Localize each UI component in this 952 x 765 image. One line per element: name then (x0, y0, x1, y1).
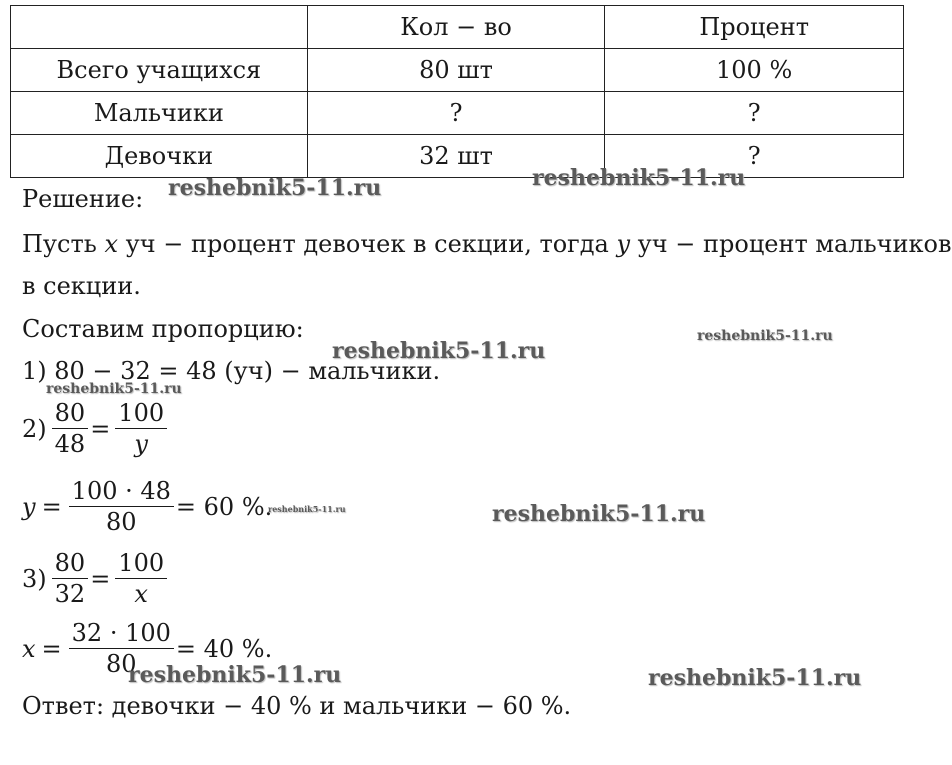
fraction-numerator: 32 · 100 (71, 619, 171, 647)
fraction-denominator: 80 (69, 506, 174, 537)
data-table (10, 5, 904, 178)
watermark: reshebnik5-11.ru (268, 504, 346, 514)
table-cell: 100 % (605, 49, 904, 92)
table-cell: ? (307, 92, 605, 135)
table-cell: Всего учащихся (11, 49, 308, 92)
fraction-80-32 (52, 548, 89, 609)
watermark: reshebnik5-11.ru (128, 662, 342, 688)
fraction-denominator: 80 (69, 648, 174, 679)
y-result: = 60 %. (175, 492, 273, 521)
step-1: 1) 80 − 32 = 48 (уч) − мальчики. (22, 357, 441, 385)
table-cell: ? (605, 92, 904, 135)
proportion-line: Составим пропорцию: (22, 315, 304, 343)
fraction-numerator: 100 · 48 (71, 477, 171, 505)
header-cell (11, 6, 308, 49)
fraction-100-x (115, 548, 167, 609)
fraction-numerator: 80 (54, 549, 86, 577)
step-2 (22, 398, 169, 459)
fraction-denominator: 32 (52, 578, 89, 609)
watermark: reshebnik5-11.ru (532, 165, 746, 191)
header-cell: Процент (605, 6, 904, 49)
x-variable: x (22, 634, 36, 663)
fraction-denominator: x (115, 578, 167, 609)
watermark: reshebnik5-11.ru (492, 501, 706, 527)
table-row (11, 92, 904, 135)
watermark: reshebnik5-11.ru (697, 328, 833, 344)
fraction-denominator: 48 (52, 428, 89, 459)
table-cell: 32 шт (307, 135, 605, 178)
table-row (11, 49, 904, 92)
fraction-numerator: 80 (54, 399, 86, 427)
fraction-y (69, 476, 174, 537)
equals-sign: = (90, 564, 111, 593)
table-cell: Девочки (11, 135, 308, 178)
table-cell: Мальчики (11, 92, 308, 135)
table-row (11, 135, 904, 178)
var-x: x (104, 230, 119, 258)
fraction-numerator: 100 (118, 549, 165, 577)
solution-heading: Решение: (22, 185, 144, 213)
intro-line-2: в секции. (22, 272, 141, 300)
watermark: reshebnik5-11.ru (46, 381, 182, 397)
table-cell: ? (605, 135, 904, 178)
y-variable: y (22, 492, 36, 521)
y-equation (22, 476, 274, 537)
table-cell: 80 шт (307, 49, 605, 92)
step-3 (22, 548, 169, 609)
watermark: reshebnik5-11.ru (648, 665, 862, 691)
fraction-100-y (115, 398, 167, 459)
watermark: reshebnik5-11.ru (168, 175, 382, 201)
step-3-label: 3) (22, 564, 47, 593)
intro-text-b: уч − процент девочек в секции, тогда (118, 230, 617, 258)
fraction-numerator: 100 (118, 399, 165, 427)
step-2-label: 2) (22, 414, 47, 443)
equals-sign: = (41, 492, 62, 521)
equals-sign: = (90, 414, 111, 443)
intro-line-1 (22, 230, 952, 258)
fraction-denominator: y (115, 428, 167, 459)
equals-sign: = (41, 634, 62, 663)
intro-text-a: Пусть (22, 230, 105, 258)
var-y: y (616, 230, 631, 258)
fraction-80-48 (52, 398, 89, 459)
x-result: = 40 %. (175, 634, 273, 663)
answer-line: Ответ: девочки − 40 % и мальчики − 60 %. (22, 692, 572, 720)
table-header-row (11, 6, 904, 49)
watermark: reshebnik5-11.ru (332, 338, 546, 364)
header-cell: Кол − во (307, 6, 605, 49)
intro-text-c: уч − процент мальчиков (630, 230, 952, 258)
